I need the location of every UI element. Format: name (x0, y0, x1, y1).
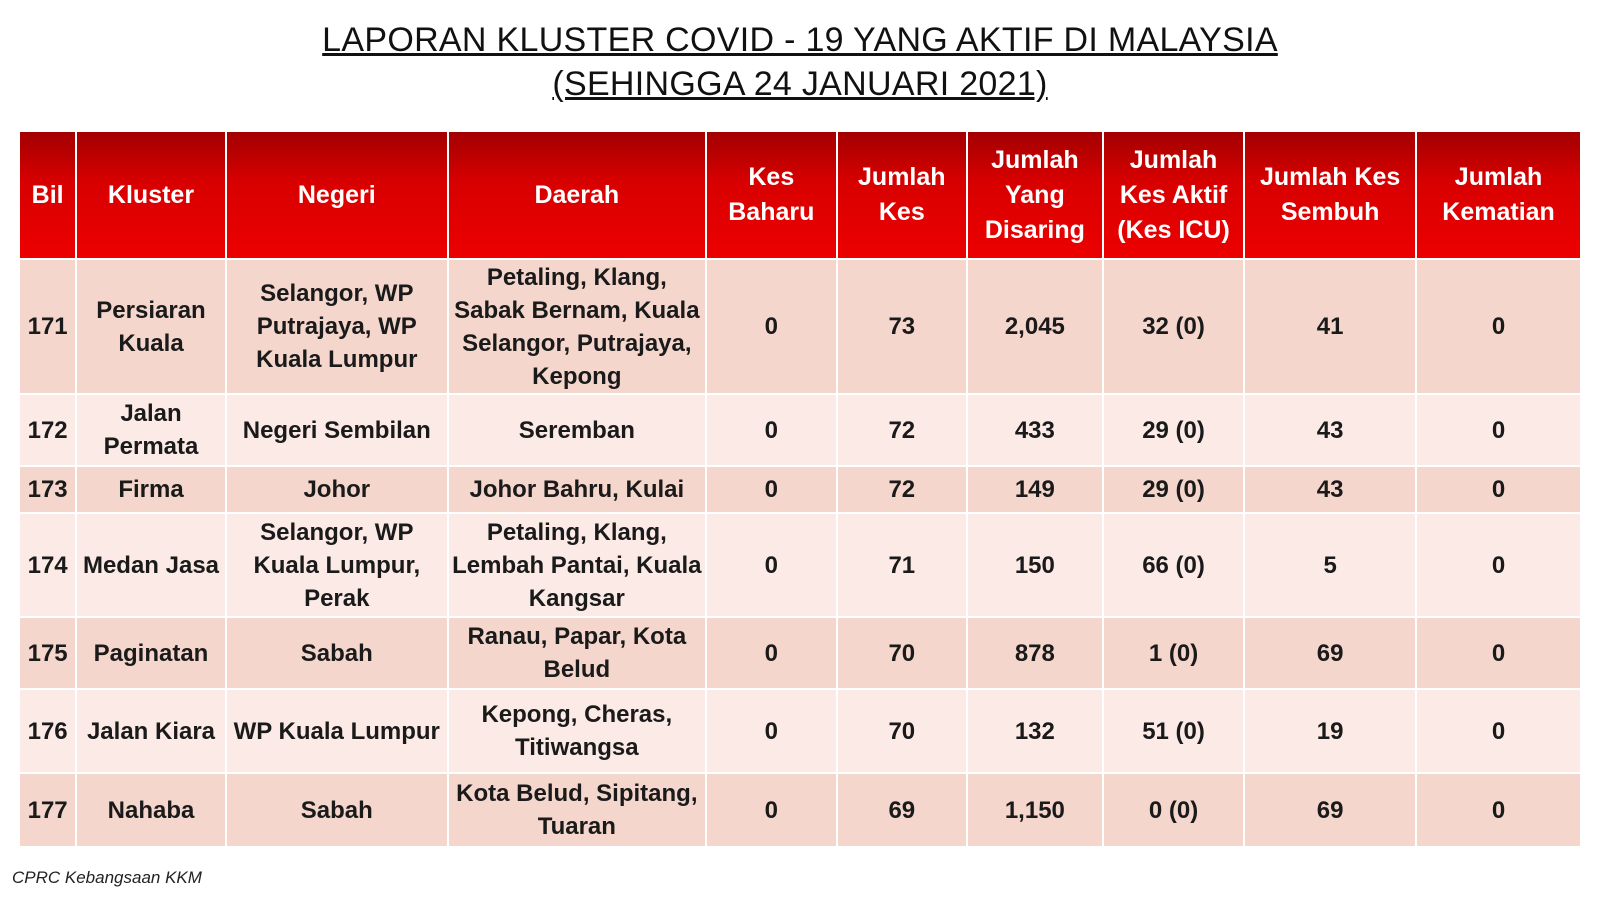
header-jumlah-kematian: Jumlah Kematian (1417, 132, 1580, 258)
header-jumlah-disaring: Jumlah Yang Disaring (968, 132, 1102, 258)
header-kluster: Kluster (77, 132, 224, 258)
cell-jumlah-kematian: 0 (1417, 774, 1580, 846)
cell-jumlah-sembuh: 43 (1245, 467, 1415, 512)
table-row (20, 467, 1580, 512)
cell-jumlah-aktif: 51 (0) (1104, 690, 1243, 772)
cell-kluster: Paginatan (77, 618, 224, 688)
cell-negeri: Johor (227, 467, 447, 512)
cell-bil: 171 (20, 260, 75, 393)
cell-jumlah-kematian: 0 (1417, 260, 1580, 393)
source-note: CPRC Kebangsaan KKM (12, 868, 202, 887)
cluster-table (18, 130, 1582, 848)
cell-negeri: Negeri Sembilan (227, 395, 447, 465)
cell-jumlah-kes: 69 (838, 774, 966, 846)
cell-kluster: Firma (77, 467, 224, 512)
table-row (20, 514, 1580, 616)
cell-kes-baharu: 0 (707, 514, 836, 616)
cell-jumlah-disaring: 149 (968, 467, 1102, 512)
cell-jumlah-disaring: 433 (968, 395, 1102, 465)
cell-jumlah-aktif: 29 (0) (1104, 467, 1243, 512)
header-jumlah-kes: Jumlah Kes (838, 132, 966, 258)
table-row (20, 690, 1580, 772)
cell-jumlah-aktif: 66 (0) (1104, 514, 1243, 616)
cell-bil: 173 (20, 467, 75, 512)
header-jumlah-sembuh: Jumlah Kes Sembuh (1245, 132, 1415, 258)
header-bil: Bil (20, 132, 75, 258)
cell-negeri: Sabah (227, 774, 447, 846)
report-title-line2: (SEHINGGA 24 JANUARI 2021) (552, 65, 1048, 103)
cell-daerah: Petaling, Klang, Lembah Pantai, Kuala Kangsar (449, 514, 705, 616)
cell-kluster: Persiaran Kuala (77, 260, 224, 393)
cell-kes-baharu: 0 (707, 395, 836, 465)
cell-jumlah-aktif: 1 (0) (1104, 618, 1243, 688)
cell-daerah: Seremban (449, 395, 705, 465)
table-header-row (20, 132, 1580, 258)
cell-jumlah-disaring: 878 (968, 618, 1102, 688)
cell-kes-baharu: 0 (707, 260, 836, 393)
cell-kes-baharu: 0 (707, 690, 836, 772)
cell-jumlah-sembuh: 69 (1245, 774, 1415, 846)
cell-jumlah-aktif: 32 (0) (1104, 260, 1243, 393)
cell-bil: 174 (20, 514, 75, 616)
cell-jumlah-kes: 70 (838, 618, 966, 688)
cell-jumlah-disaring: 1,150 (968, 774, 1102, 846)
cell-jumlah-kes: 71 (838, 514, 966, 616)
cell-jumlah-sembuh: 5 (1245, 514, 1415, 616)
header-kes-baharu: Kes Baharu (707, 132, 836, 258)
cell-bil: 177 (20, 774, 75, 846)
cell-bil: 175 (20, 618, 75, 688)
cell-jumlah-kematian: 0 (1417, 467, 1580, 512)
cell-kluster: Jalan Permata (77, 395, 224, 465)
cell-jumlah-kes: 70 (838, 690, 966, 772)
cell-jumlah-kematian: 0 (1417, 690, 1580, 772)
cell-daerah: Johor Bahru, Kulai (449, 467, 705, 512)
cell-kes-baharu: 0 (707, 774, 836, 846)
cell-jumlah-sembuh: 69 (1245, 618, 1415, 688)
cell-jumlah-kes: 73 (838, 260, 966, 393)
cell-kes-baharu: 0 (707, 618, 836, 688)
cell-jumlah-kes: 72 (838, 467, 966, 512)
cell-daerah: Ranau, Papar, Kota Belud (449, 618, 705, 688)
table-row (20, 618, 1580, 688)
cell-jumlah-kematian: 0 (1417, 618, 1580, 688)
cell-kluster: Medan Jasa (77, 514, 224, 616)
header-jumlah-aktif: Jumlah Kes Aktif (Kes ICU) (1104, 132, 1243, 258)
cell-jumlah-sembuh: 19 (1245, 690, 1415, 772)
cell-kluster: Nahaba (77, 774, 224, 846)
cell-jumlah-disaring: 2,045 (968, 260, 1102, 393)
cell-daerah: Kota Belud, Sipitang, Tuaran (449, 774, 705, 846)
cell-daerah: Petaling, Klang, Sabak Bernam, Kuala Selangor, Putrajaya, Kepong (449, 260, 705, 393)
cell-negeri: Selangor, WP Putrajaya, WP Kuala Lumpur (227, 260, 447, 393)
cell-kes-baharu: 0 (707, 467, 836, 512)
header-daerah: Daerah (449, 132, 705, 258)
cell-jumlah-disaring: 132 (968, 690, 1102, 772)
cell-bil: 176 (20, 690, 75, 772)
table-row (20, 774, 1580, 846)
table-row (20, 395, 1580, 465)
report-title-line1: LAPORAN KLUSTER COVID - 19 YANG AKTIF DI MALAYSIA (322, 21, 1278, 59)
cell-jumlah-sembuh: 41 (1245, 260, 1415, 393)
report-title (0, 18, 1600, 106)
header-negeri: Negeri (227, 132, 447, 258)
cell-kluster: Jalan Kiara (77, 690, 224, 772)
cell-negeri: Selangor, WP Kuala Lumpur, Perak (227, 514, 447, 616)
cell-jumlah-aktif: 0 (0) (1104, 774, 1243, 846)
cell-jumlah-kematian: 0 (1417, 395, 1580, 465)
cell-daerah: Kepong, Cheras, Titiwangsa (449, 690, 705, 772)
table-row (20, 260, 1580, 393)
cell-jumlah-kematian: 0 (1417, 514, 1580, 616)
cell-jumlah-aktif: 29 (0) (1104, 395, 1243, 465)
cell-negeri: WP Kuala Lumpur (227, 690, 447, 772)
cell-bil: 172 (20, 395, 75, 465)
cell-jumlah-kes: 72 (838, 395, 966, 465)
cell-jumlah-sembuh: 43 (1245, 395, 1415, 465)
cell-negeri: Sabah (227, 618, 447, 688)
cell-jumlah-disaring: 150 (968, 514, 1102, 616)
